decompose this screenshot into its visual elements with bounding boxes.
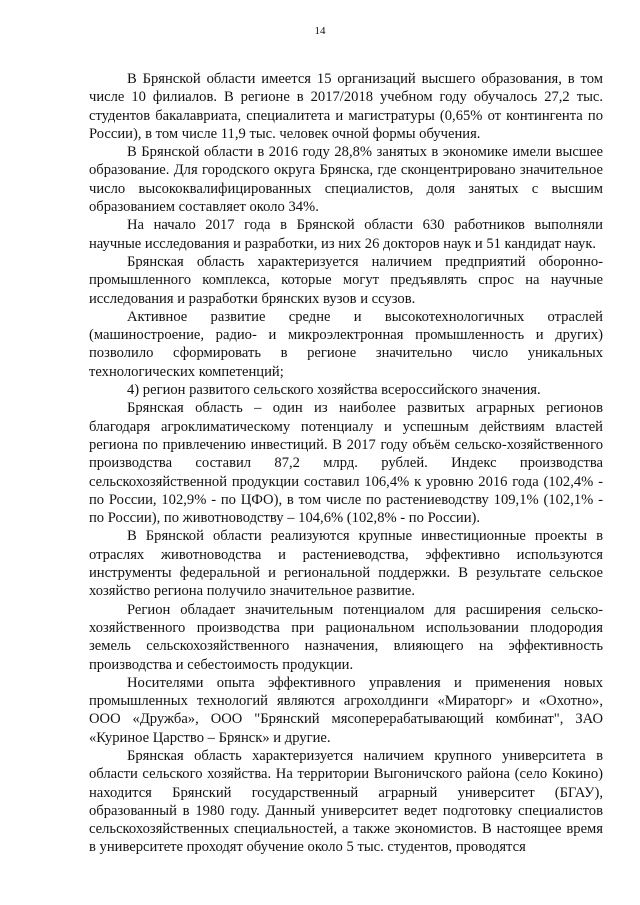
paragraph-agricultural-production: Брянская область – один из наиболее развитых аграрных регионов благодаря агроклиматическому потенциалу и успешным действиям властей региона по привлечению инвестиций. В 2017 году объём сельско-хозяйственного производства составил 87,2 млрд. рублей. Индекс производства сельскохозяйственной продукции составил 106,4% к уровню 2016 года (102,4% - по России, 102,9% - по ЦФО), в том числе по растениеводству 109,1% (102,1% - по России), по животноводству – 104,6% (102,8% - по России).	[89, 400, 603, 527]
paragraph-research-workers: На начало 2017 года в Брянской области 630 работников выполняли научные исследования и разработки, из них 26 докторов наук и 51 кандидат наук.	[89, 217, 603, 252]
paragraph-high-tech-industries: Активное развитие средне и высокотехнологичных отраслей (машиностроение, радио- и микроэлектронная промышленность и других) позволило сформировать в регионе значительно число уникальных технологических компетенций;	[89, 308, 603, 380]
paragraph-agrarian-university: Брянская область характеризуется наличием крупного университета в области сельского хозяйства. На территории Выгоничского района (село Кокино) находится Брянский государственный аграрный университет (БГАУ), образованный в 1980 году. Данный университет ведет подготовку специалистов сельскохозяйственных специальностей, а также экономистов. В настоящее время в университете проходят обучение около 5 тыс. студентов, проводятся	[89, 747, 603, 856]
paragraph-agricultural-potential: Регион обладает значительным потенциалом для расширения сельско-хозяйственного производства при рациональном использовании плодородия земель сельскохозяйственного назначения, влияющего на эффективность производства и себестоимость продукции.	[89, 601, 603, 673]
paragraph-agricultural-region-heading: 4) регион развитого сельского хозяйства всероссийского значения.	[127, 382, 541, 399]
page-number: 14	[314, 25, 326, 37]
paragraph-defense-industry: Брянская область характеризуется наличием предприятий оборонно-промышленного комплекса, которые могут предъявлять спрос на научные исследования и разработки брянских вузов и ссузов.	[89, 253, 603, 307]
paragraph-agroholdings: Носителями опыта эффективного управления и применения новых промышленных технологий являются агрохолдинги «Мираторг» и «Охотно», ООО «Дружба», ООО "Брянский мясоперерабатывающий комбинат", ЗАО «Куриное Царство – Брянск» и другие.	[89, 674, 603, 746]
paragraph-investment-projects: В Брянской области реализуются крупные инвестиционные проекты в отраслях животноводства и растениеводства, эффективно используются инструменты федеральной и региональной поддержки. В результате сельское хозяйство региона получило значительное развитие.	[89, 528, 603, 600]
paragraph-higher-education-organizations: В Брянской области имеется 15 организаций высшего образования, в том числе 10 филиалов. В регионе в 2017/2018 учебном году обучалось 27,2 тыс. студентов бакалавриата, специалитета и магистратуры (0,65% от контингента по России), в том числе 11,9 тыс. человек очной формы обучения.	[89, 71, 603, 142]
paragraph-employed-with-higher-education: В Брянской области в 2016 году 28,8% занятых в экономике имели высшее образование. Для городского округа Брянска, где сконцентрировано значительное число высококвалифицированных специалистов, доля занятых с высшим образованием составляет около 34%.	[89, 144, 603, 216]
body-text	[89, 70, 603, 857]
